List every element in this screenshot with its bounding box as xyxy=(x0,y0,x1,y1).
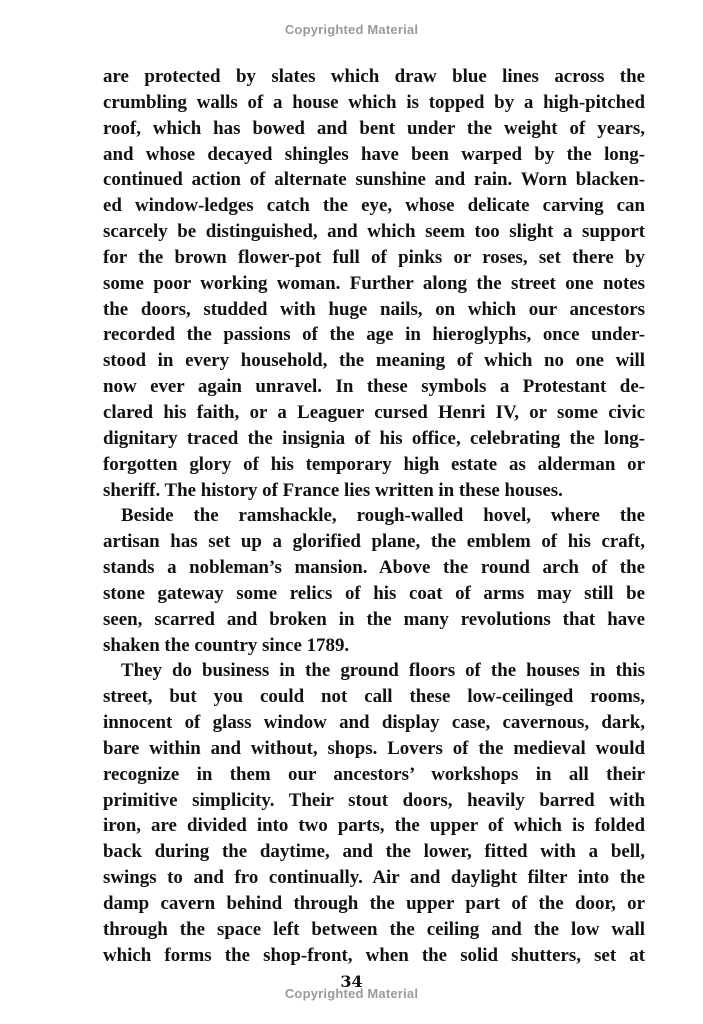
text-line: ed window-ledges catch the eye, whose delicate carving can xyxy=(103,195,645,217)
text-line: the doors, studded with huge nails, on which our ancestors xyxy=(103,298,645,320)
text-line: clared his faith, or a Leaguer cursed Henri IV, or some civic xyxy=(103,401,645,423)
text-line: crumbling walls of a house which is topped by a high-pitched xyxy=(103,91,645,113)
text-line: damp cavern behind through the upper part of the door, or xyxy=(103,893,645,914)
text-line: Beside the ramshackle, rough-walled hovel, where the xyxy=(121,505,645,527)
text-line: seen, scarred and broken in the many revolutions that have xyxy=(103,608,645,630)
text-line: primitive simplicity. Their stout doors, heavily barred with xyxy=(103,789,645,811)
text-line: dignitary traced the insignia of his office, celebrating the long- xyxy=(103,427,645,449)
text-line: innocent of glass window and display case, cavernous, dark, xyxy=(103,712,645,734)
text-line: for the brown flower-pot full of pinks or roses, set there by xyxy=(103,246,645,268)
page-number: 34 xyxy=(340,972,363,991)
text-line: street, but you could not call these low-ceilinged rooms, xyxy=(103,686,645,708)
paragraph-2 xyxy=(103,503,645,658)
text-line: recognize in them our ancestors’ workshops in all their xyxy=(103,763,645,785)
text-line: roof, which has bowed and bent under the weight of years, xyxy=(103,117,645,139)
paragraph-1 xyxy=(103,64,645,503)
text-line: sheriff. The history of France lies written in these houses. xyxy=(103,479,563,501)
paragraph-3 xyxy=(103,658,645,968)
copyright-watermark-bottom: Copyrighted Material xyxy=(284,986,419,1001)
text-line: which forms the shop-front, when the solid shutters, set at xyxy=(103,944,645,966)
text-line: swings to and fro continually. Air and daylight filter into the xyxy=(103,867,645,889)
text-line: back during the daytime, and the lower, fitted with a bell, xyxy=(103,841,645,863)
text-line: scarcely be distinguished, and which seem too slight a support xyxy=(103,221,645,243)
text-line: now ever again unravel. In these symbols a Protestant de- xyxy=(103,376,645,398)
text-line: iron, are divided into two parts, the upper of which is folded xyxy=(103,815,645,837)
copyright-watermark-top: Copyrighted Material xyxy=(284,22,419,37)
text-line: bare within and without, shops. Lovers of the medieval would xyxy=(103,737,645,759)
text-line: and whose decayed shingles have been warped by the long- xyxy=(103,143,645,165)
text-line: forgotten glory of his temporary high estate as alderman or xyxy=(103,453,645,475)
text-line: shaken the country since 1789. xyxy=(103,634,350,656)
text-line: continued action of alternate sunshine and rain. Worn blacken- xyxy=(103,169,645,191)
text-line: stone gateway some relics of his coat of arms may still be xyxy=(103,582,645,604)
text-line: stood in every household, the meaning of which no one will xyxy=(103,350,645,372)
text-line: are protected by slates which draw blue lines across the xyxy=(103,66,645,87)
text-line: They do business in the ground floors of the houses in this xyxy=(121,660,645,682)
text-line: through the space left between the ceiling and the low wall xyxy=(103,918,645,940)
text-line: recorded the passions of the age in hieroglyphs, once under- xyxy=(103,324,645,346)
text-line: some poor working woman. Further along the street one notes xyxy=(103,272,645,294)
text-line: stands a nobleman’s mansion. Above the round arch of the xyxy=(103,557,645,579)
text-line: artisan has set up a glorified plane, the emblem of his craft, xyxy=(103,531,645,553)
book-page-text xyxy=(103,64,645,969)
